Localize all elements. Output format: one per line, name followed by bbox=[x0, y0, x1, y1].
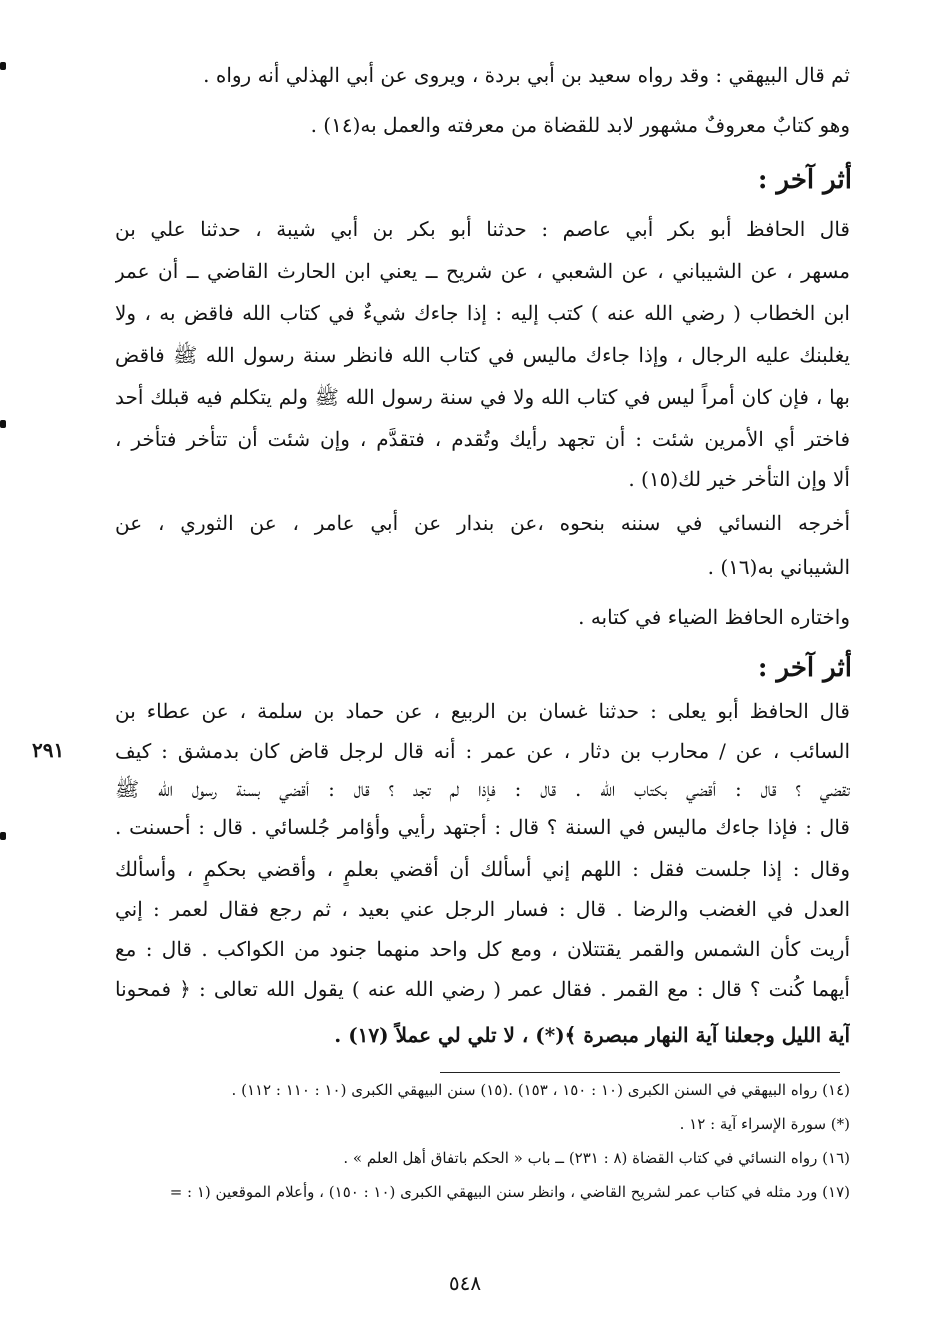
paragraph-line: أخرجه النسائي في سننه بنحوه ،عن بندار عن أبي عامر ، عن الثوري ، عن bbox=[115, 511, 850, 535]
paragraph-line: أيهما كُنت ؟ قال : مع القمر . فقال عمر ( رضي الله عنه ) يقول الله تعالى : ﴿ فمحونا bbox=[115, 977, 850, 1001]
paragraph-line: العدل في الغضب والرضا . قال : فسار الرجل عني بعيد ، ثم رجع فقال لعمر : إني bbox=[115, 897, 850, 921]
margin-mark bbox=[0, 832, 6, 840]
paragraph-line: تقضي ؟ قال : أقضي بكتاب الله . قال : فإذا لم تجد ؟ قال : أقضي بسنة رسول الله ﷺ bbox=[115, 777, 850, 801]
intro-line-2: وهو كتابٌ معروفٌ مشهور لابد للقضاة من معرفته والعمل به(١٤) . bbox=[310, 113, 850, 137]
paragraph-line: فاختر أي الأمرين شئت : أن تجهد رأيك وتُقدم ، فتقدَّم ، وإن شئت أن تتأخر فتأخر ، bbox=[115, 427, 850, 451]
margin-mark bbox=[0, 420, 6, 428]
footnote: (١٦) رواه النسائي في كتاب القضاة (٨ : ٢٣١) ــ باب « الحكم باتفاق أهل العلم » . bbox=[343, 1149, 850, 1167]
paragraph-line: قال الحافظ أبو بكر أبي عاصم : حدثنا أبو بكر بن أبي شيبة ، حدثنا علي بن bbox=[115, 217, 850, 241]
paragraph-line: قال الحافظ أبو يعلى : حدثنا غسان بن الربيع ، عن حماد بن سلمة ، عن عطاء بن bbox=[115, 699, 850, 723]
paragraph-line: ابن الخطاب ( رضي الله عنه ) كتب إليه : إذا جاءك شيءٌ في كتاب الله فاقض به ، ولا bbox=[115, 301, 850, 325]
intro-line-1: ثم قال البيهقي : وقد رواه سعيد بن أبي بردة ، ويروى عن أبي الهذلي أنه رواه . bbox=[203, 63, 850, 87]
paragraph-line: أريت كأن الشمس والقمر يقتتلان ، ومع كل واحد منهما جنود من الكواكب . قال : مع bbox=[115, 937, 850, 961]
section-heading: أثر آخر : bbox=[757, 165, 852, 195]
footnote: (١٤) رواه البيهقي في السنن الكبرى (١٠ : ١٥٠ ، ١٥٣) .(١٥) سنن البيهقي الكبرى (١٠ : ١١٠ : ١١٢) . bbox=[231, 1081, 850, 1099]
margin-page-reference: ٢٩١ bbox=[32, 738, 65, 762]
page-number: ٥٤٨ bbox=[448, 1271, 482, 1295]
footnote: (١٧) ورد مثله في كتاب عمر لشريح القاضي ، وانظر سنن البيهقي الكبرى (١٠ : ١٥٠) ، وأعلام الموقعين (١ : = bbox=[169, 1183, 850, 1201]
section-heading: أثر آخر : bbox=[757, 653, 852, 683]
margin-mark bbox=[0, 62, 6, 70]
footnote: (*) سورة الإسراء آية : ١٢ . bbox=[679, 1115, 850, 1133]
paragraph-line: الشيباني به(١٦) . bbox=[707, 555, 850, 579]
paragraph-line: وقال : إذا جلست فقل : اللهم إني أسألك أن أقضي بعلمٍ ، وأقضي بحكمٍ ، وأسألك bbox=[115, 857, 850, 881]
paragraph-line: السائب ، عن / محارب بن دثار ، عن عمر : أنه قال لرجل قاض كان بدمشق : كيف bbox=[115, 739, 850, 763]
paragraph-line: مسهر ، عن الشيباني ، عن الشعبي ، عن شريح ــ يعني ابن الحارث القاضي ــ أن عمر bbox=[115, 259, 850, 283]
paragraph-line: قال : فإذا جاءك ماليس في السنة ؟ قال : أجتهد رأيي وأؤامر جُلسائي . قال : أحسنت . bbox=[115, 815, 850, 839]
paragraph-line: يغلبنك عليه الرجال ، وإذا جاءك ماليس في كتاب الله فانظر سنة رسول الله ﷺ فاقض bbox=[115, 343, 850, 367]
footnote-divider bbox=[440, 1072, 840, 1073]
paragraph-line: ألا وإن التأخر خير لك(١٥) . bbox=[628, 467, 850, 491]
paragraph-line: بها ، فإن كان أمراً ليس في كتاب الله ولا في سنة رسول الله ﷺ ولم يتكلم فيه قبلك أحد bbox=[115, 385, 850, 409]
paragraph-line: آية الليل وجعلنا آية النهار مبصرة ﴾(*) ، لا تلي لي عملاً (١٧) . bbox=[334, 1023, 850, 1047]
paragraph-line: واختاره الحافظ الضياء في كتابه . bbox=[578, 605, 850, 629]
